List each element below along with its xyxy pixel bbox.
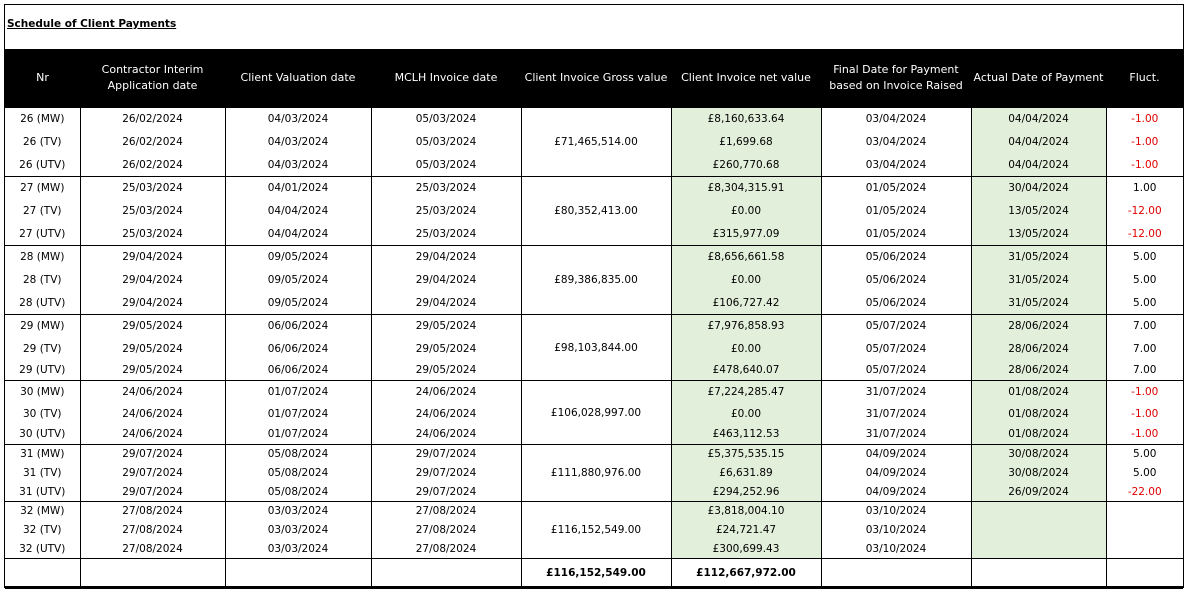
actual-date-cell: 13/05/2024 xyxy=(971,223,1106,246)
empty-cell xyxy=(225,559,371,588)
net-value-cell: £8,656,661.58 xyxy=(671,246,821,269)
valuation-date-cell: 01/07/2024 xyxy=(225,381,371,403)
empty-cell xyxy=(80,559,225,588)
net-value-cell: £315,977.09 xyxy=(671,223,821,246)
totals-row xyxy=(5,559,1183,588)
valuation-date-cell: 06/06/2024 xyxy=(225,315,371,338)
nr-cell: 30 (MW) xyxy=(5,381,80,403)
table-body xyxy=(5,108,1183,588)
nr-cell: 27 (TV) xyxy=(23,205,62,217)
application-date-cell: 29/07/2024 xyxy=(80,464,225,483)
application-date-cell: 29/05/2024 xyxy=(80,361,225,381)
gross-value-cell: £116,152,549.00 xyxy=(521,502,671,559)
valuation-date-cell: 01/07/2024 xyxy=(225,403,371,425)
nr-cell: 31 (UTV) xyxy=(19,485,66,498)
valuation-date-cell: 04/03/2024 xyxy=(225,154,371,177)
column-header: Final Date for Payment based on Invoice Raised xyxy=(821,49,971,108)
actual-date-cell: 04/04/2024 xyxy=(971,154,1106,177)
application-date-cell: 29/04/2024 xyxy=(80,269,225,292)
valuation-date-cell: 09/05/2024 xyxy=(225,246,371,269)
net-value-cell: £7,976,858.93 xyxy=(671,315,821,338)
column-header: Client Valuation date xyxy=(225,49,371,108)
empty-cell xyxy=(371,559,521,588)
application-date-cell: 25/03/2024 xyxy=(80,177,225,200)
net-value-cell: £294,252.96 xyxy=(671,483,821,502)
final-date-cell: 05/07/2024 xyxy=(821,361,971,381)
application-date-cell: 24/06/2024 xyxy=(80,403,225,425)
nr-cell: 32 (UTV) xyxy=(19,542,66,555)
nr-cell: 26 (MW) xyxy=(5,108,80,131)
final-date-cell: 03/04/2024 xyxy=(821,131,971,154)
nr-cell: 28 (MW) xyxy=(5,246,80,269)
invoice-date-cell: 27/08/2024 xyxy=(371,521,521,540)
valuation-date-cell: 09/05/2024 xyxy=(225,292,371,315)
fluct-cell: -1.00 xyxy=(1106,131,1183,154)
net-value-cell: £300,699.43 xyxy=(671,540,821,559)
valuation-date-cell: 03/03/2024 xyxy=(225,502,371,521)
application-date-cell: 25/03/2024 xyxy=(80,223,225,246)
final-date-cell: 05/06/2024 xyxy=(821,292,971,315)
application-date-cell: 24/06/2024 xyxy=(80,425,225,445)
nr-cell: 28 (TV) xyxy=(23,274,62,286)
gross-value-cell: £80,352,413.00 xyxy=(521,177,671,246)
final-date-cell: 03/10/2024 xyxy=(821,540,971,559)
net-value-cell: £106,727.42 xyxy=(671,292,821,315)
net-value-cell: £1,699.68 xyxy=(671,131,821,154)
valuation-date-cell: 04/01/2024 xyxy=(225,177,371,200)
gross-value-cell: £89,386,835.00 xyxy=(521,246,671,315)
net-value-cell: £24,721.47 xyxy=(671,521,821,540)
actual-date-cell xyxy=(971,540,1106,559)
fluct-cell: 1.00 xyxy=(1106,177,1183,200)
fluct-cell: 5.00 xyxy=(1106,246,1183,269)
final-date-cell: 05/06/2024 xyxy=(821,246,971,269)
table-row xyxy=(5,108,1183,131)
fluct-cell: -12.00 xyxy=(1106,200,1183,223)
application-date-cell: 29/07/2024 xyxy=(80,483,225,502)
fluct-cell: -12.00 xyxy=(1106,223,1183,246)
actual-date-cell: 30/08/2024 xyxy=(971,464,1106,483)
actual-date-cell: 30/08/2024 xyxy=(971,445,1106,464)
column-header: Contractor Interim Application date xyxy=(80,49,225,108)
valuation-date-cell: 09/05/2024 xyxy=(225,269,371,292)
valuation-date-cell: 06/06/2024 xyxy=(225,361,371,381)
final-date-cell: 04/09/2024 xyxy=(821,483,971,502)
nr-cell: 29 (UTV) xyxy=(19,364,66,377)
final-date-cell: 03/04/2024 xyxy=(821,154,971,177)
column-header: Client Invoice Gross value xyxy=(521,49,671,108)
actual-date-cell: 26/09/2024 xyxy=(971,483,1106,502)
actual-date-cell: 01/08/2024 xyxy=(971,425,1106,445)
final-date-cell: 31/07/2024 xyxy=(821,381,971,403)
final-date-cell: 05/07/2024 xyxy=(821,315,971,338)
net-value-cell: £0.00 xyxy=(671,200,821,223)
gross-value-cell: £111,880,976.00 xyxy=(521,445,671,502)
net-value-cell: £463,112.53 xyxy=(671,425,821,445)
application-date-cell: 25/03/2024 xyxy=(80,200,225,223)
net-value-cell: £478,640.07 xyxy=(671,361,821,381)
nr-cell: 31 (TV) xyxy=(23,467,62,479)
application-date-cell: 29/07/2024 xyxy=(80,445,225,464)
valuation-date-cell: 06/06/2024 xyxy=(225,338,371,361)
fluct-cell: 7.00 xyxy=(1106,361,1183,381)
actual-date-cell xyxy=(971,521,1106,540)
total-gross-cell: £116,152,549.00 xyxy=(521,559,671,588)
fluct-cell: -1.00 xyxy=(1106,154,1183,177)
fluct-cell: 5.00 xyxy=(1106,292,1183,315)
column-header: Fluct. xyxy=(1106,49,1183,108)
gross-value-cell: £71,465,514.00 xyxy=(521,108,671,177)
gross-value-cell: £98,103,844.00 xyxy=(521,315,671,381)
total-net-cell: £112,667,972.00 xyxy=(671,559,821,588)
actual-date-cell: 31/05/2024 xyxy=(971,246,1106,269)
application-date-cell: 29/05/2024 xyxy=(80,338,225,361)
header-row xyxy=(5,49,1183,108)
invoice-date-cell: 05/03/2024 xyxy=(371,131,521,154)
net-value-cell: £7,224,285.47 xyxy=(671,381,821,403)
table-row xyxy=(5,381,1183,403)
fluct-cell: 7.00 xyxy=(1106,338,1183,361)
column-header: Actual Date of Payment xyxy=(971,49,1106,108)
invoice-date-cell: 05/03/2024 xyxy=(371,108,521,131)
nr-cell: 29 (TV) xyxy=(23,343,62,355)
fluct-cell: -1.00 xyxy=(1106,381,1183,403)
application-date-cell: 26/02/2024 xyxy=(80,131,225,154)
net-value-cell: £6,631.89 xyxy=(671,464,821,483)
nr-cell: 32 (MW) xyxy=(5,502,80,521)
final-date-cell: 04/09/2024 xyxy=(821,464,971,483)
payments-table xyxy=(5,49,1183,589)
valuation-date-cell: 04/03/2024 xyxy=(225,131,371,154)
actual-date-cell: 28/06/2024 xyxy=(971,338,1106,361)
invoice-date-cell: 25/03/2024 xyxy=(371,177,521,200)
invoice-date-cell: 25/03/2024 xyxy=(371,223,521,246)
invoice-date-cell: 29/07/2024 xyxy=(371,483,521,502)
valuation-date-cell: 05/08/2024 xyxy=(225,483,371,502)
application-date-cell: 29/04/2024 xyxy=(80,246,225,269)
invoice-date-cell: 27/08/2024 xyxy=(371,502,521,521)
net-value-cell: £260,770.68 xyxy=(671,154,821,177)
fluct-cell xyxy=(1106,521,1183,540)
valuation-date-cell: 04/04/2024 xyxy=(225,200,371,223)
net-value-cell: £5,375,535.15 xyxy=(671,445,821,464)
valuation-date-cell: 01/07/2024 xyxy=(225,425,371,445)
fluct-cell: -22.00 xyxy=(1106,483,1183,502)
nr-cell: 32 (TV) xyxy=(23,524,62,536)
invoice-date-cell: 29/04/2024 xyxy=(371,292,521,315)
nr-cell: 26 (TV) xyxy=(23,136,62,148)
net-value-cell: £0.00 xyxy=(671,403,821,425)
final-date-cell: 03/10/2024 xyxy=(821,502,971,521)
actual-date-cell: 04/04/2024 xyxy=(971,131,1106,154)
final-date-cell: 31/07/2024 xyxy=(821,425,971,445)
valuation-date-cell: 04/03/2024 xyxy=(225,108,371,131)
final-date-cell: 01/05/2024 xyxy=(821,223,971,246)
actual-date-cell: 04/04/2024 xyxy=(971,108,1106,131)
invoice-date-cell: 29/04/2024 xyxy=(371,269,521,292)
fluct-cell: -1.00 xyxy=(1106,403,1183,425)
net-value-cell: £8,304,315.91 xyxy=(671,177,821,200)
nr-cell: 26 (UTV) xyxy=(19,158,66,171)
column-header: Client Invoice net value xyxy=(671,49,821,108)
final-date-cell: 03/10/2024 xyxy=(821,521,971,540)
net-value-cell: £3,818,004.10 xyxy=(671,502,821,521)
table-row xyxy=(5,445,1183,464)
actual-date-cell: 13/05/2024 xyxy=(971,200,1106,223)
net-value-cell: £8,160,633.64 xyxy=(671,108,821,131)
actual-date-cell: 28/06/2024 xyxy=(971,315,1106,338)
valuation-date-cell: 03/03/2024 xyxy=(225,540,371,559)
actual-date-cell: 31/05/2024 xyxy=(971,292,1106,315)
table-row xyxy=(5,502,1183,521)
final-date-cell: 01/05/2024 xyxy=(821,177,971,200)
application-date-cell: 27/08/2024 xyxy=(80,521,225,540)
table-row xyxy=(5,177,1183,200)
actual-date-cell xyxy=(971,502,1106,521)
final-date-cell: 01/05/2024 xyxy=(821,200,971,223)
table-row xyxy=(5,315,1183,338)
actual-date-cell: 31/05/2024 xyxy=(971,269,1106,292)
application-date-cell: 24/06/2024 xyxy=(80,381,225,403)
fluct-cell: -1.00 xyxy=(1106,108,1183,131)
valuation-date-cell: 03/03/2024 xyxy=(225,521,371,540)
nr-cell: 27 (UTV) xyxy=(19,227,66,240)
final-date-cell: 03/04/2024 xyxy=(821,108,971,131)
table-row xyxy=(5,246,1183,269)
nr-cell: 27 (MW) xyxy=(5,177,80,200)
fluct-cell xyxy=(1106,502,1183,521)
actual-date-cell: 01/08/2024 xyxy=(971,381,1106,403)
fluct-cell xyxy=(1106,540,1183,559)
application-date-cell: 29/05/2024 xyxy=(80,315,225,338)
application-date-cell: 29/04/2024 xyxy=(80,292,225,315)
application-date-cell: 27/08/2024 xyxy=(80,502,225,521)
invoice-date-cell: 29/07/2024 xyxy=(371,445,521,464)
invoice-date-cell: 05/03/2024 xyxy=(371,154,521,177)
invoice-date-cell: 24/06/2024 xyxy=(371,425,521,445)
invoice-date-cell: 29/07/2024 xyxy=(371,464,521,483)
application-date-cell: 26/02/2024 xyxy=(80,154,225,177)
actual-date-cell: 30/04/2024 xyxy=(971,177,1106,200)
invoice-date-cell: 29/05/2024 xyxy=(371,361,521,381)
nr-cell: 30 (TV) xyxy=(23,407,62,420)
payments-sheet xyxy=(4,4,1184,588)
sheet-title: Schedule of Client Payments xyxy=(7,18,177,30)
invoice-date-cell: 29/05/2024 xyxy=(371,338,521,361)
application-date-cell: 26/02/2024 xyxy=(80,108,225,131)
nr-cell: 28 (UTV) xyxy=(19,296,66,309)
invoice-date-cell: 24/06/2024 xyxy=(371,403,521,425)
empty-cell xyxy=(821,559,971,588)
empty-cell xyxy=(1106,559,1183,588)
empty-cell xyxy=(971,559,1106,588)
application-date-cell: 27/08/2024 xyxy=(80,540,225,559)
actual-date-cell: 01/08/2024 xyxy=(971,403,1106,425)
final-date-cell: 05/07/2024 xyxy=(821,338,971,361)
gross-value-cell: £106,028,997.00 xyxy=(521,381,671,445)
invoice-date-cell: 24/06/2024 xyxy=(371,381,521,403)
final-date-cell: 31/07/2024 xyxy=(821,403,971,425)
invoice-date-cell: 27/08/2024 xyxy=(371,540,521,559)
net-value-cell: £0.00 xyxy=(671,338,821,361)
final-date-cell: 05/06/2024 xyxy=(821,269,971,292)
actual-date-cell: 28/06/2024 xyxy=(971,361,1106,381)
fluct-cell: 5.00 xyxy=(1106,269,1183,292)
net-value-cell: £0.00 xyxy=(671,269,821,292)
column-header: Nr xyxy=(5,49,80,108)
valuation-date-cell: 05/08/2024 xyxy=(225,464,371,483)
fluct-cell: -1.00 xyxy=(1106,425,1183,445)
fluct-cell: 7.00 xyxy=(1106,315,1183,338)
valuation-date-cell: 05/08/2024 xyxy=(225,445,371,464)
nr-cell: 30 (UTV) xyxy=(19,428,66,441)
invoice-date-cell: 25/03/2024 xyxy=(371,200,521,223)
fluct-cell: 5.00 xyxy=(1106,464,1183,483)
fluct-cell: 5.00 xyxy=(1106,445,1183,464)
nr-cell: 31 (MW) xyxy=(5,445,80,464)
nr-cell: 29 (MW) xyxy=(5,315,80,338)
valuation-date-cell: 04/04/2024 xyxy=(225,223,371,246)
final-date-cell: 04/09/2024 xyxy=(821,445,971,464)
empty-cell xyxy=(5,559,80,588)
column-header: MCLH Invoice date xyxy=(371,49,521,108)
invoice-date-cell: 29/04/2024 xyxy=(371,246,521,269)
invoice-date-cell: 29/05/2024 xyxy=(371,315,521,338)
